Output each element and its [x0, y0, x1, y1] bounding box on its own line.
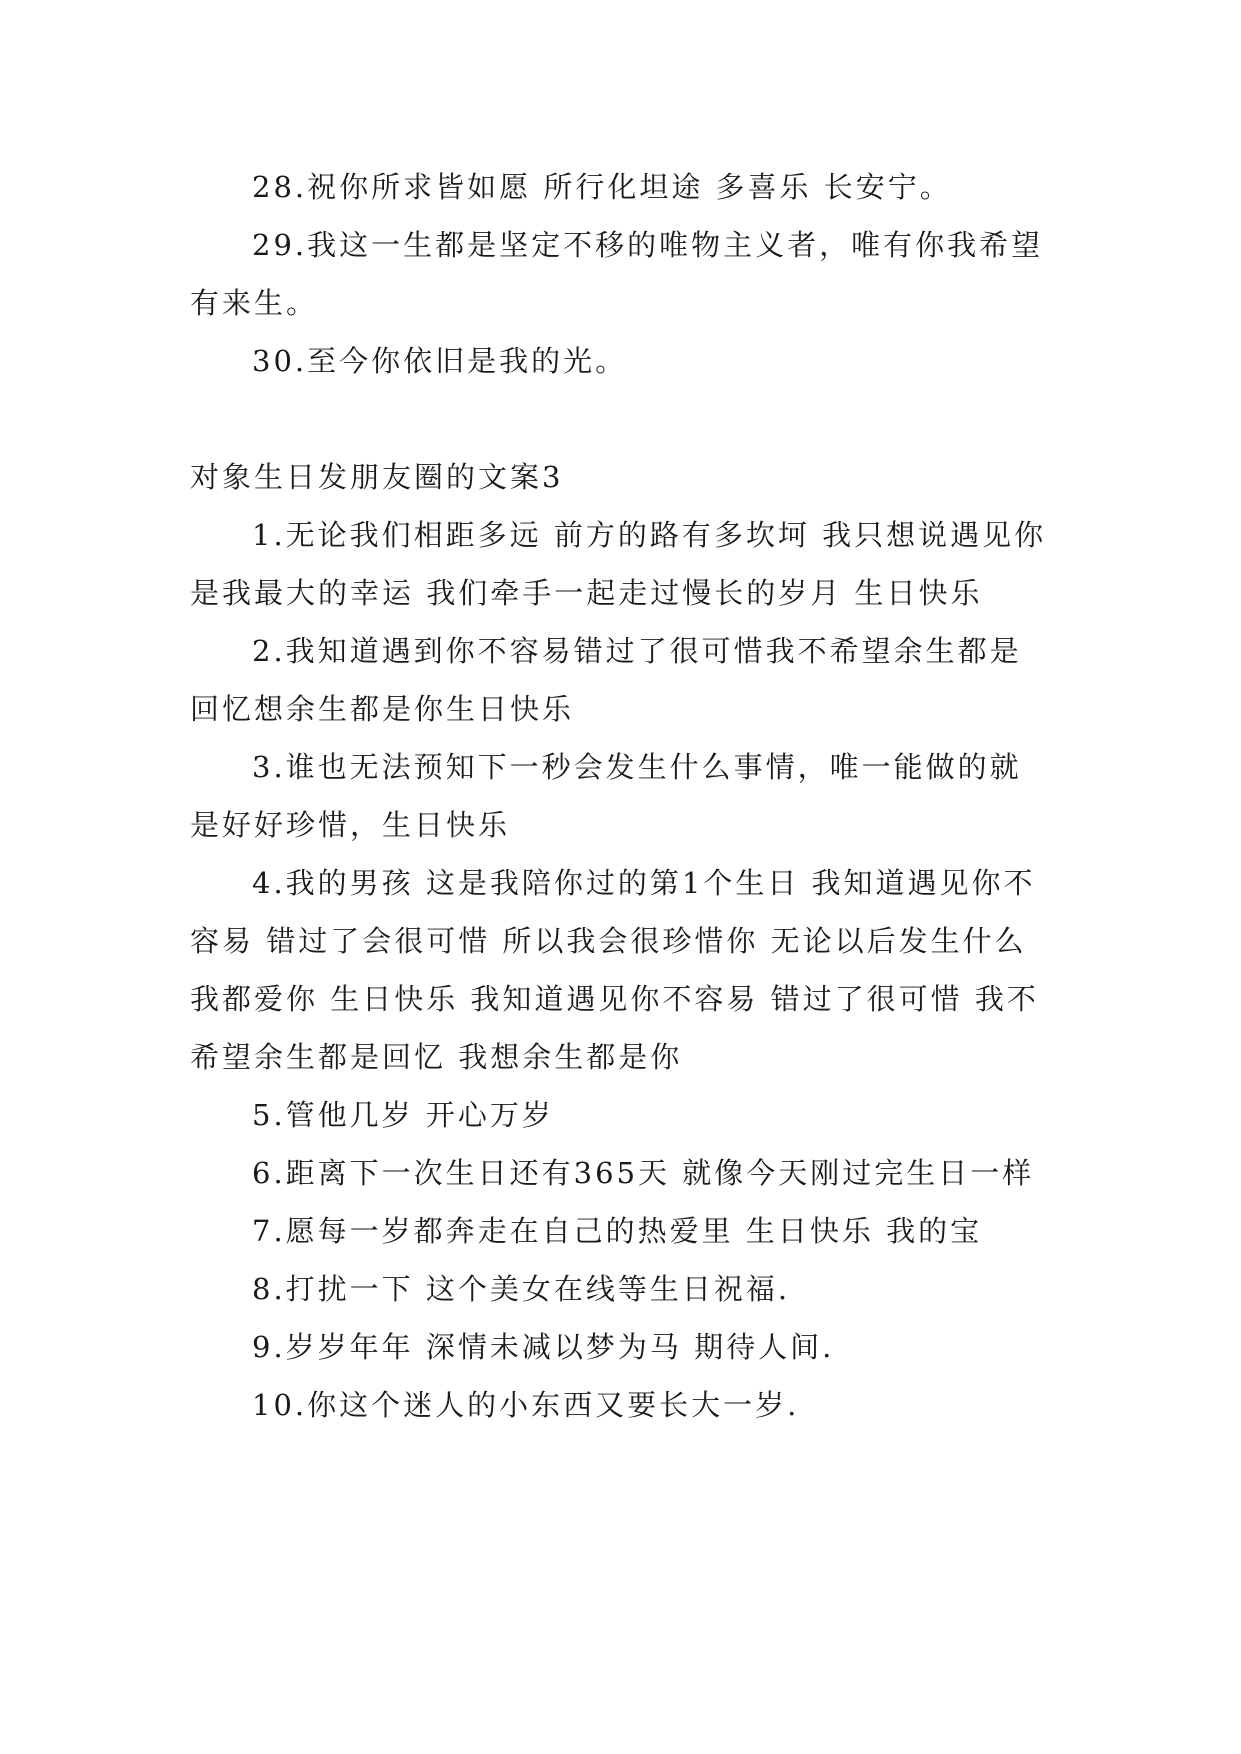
document-body	[190, 158, 1052, 1434]
list-item-2: 2.我知道遇到你不容易错过了很可惜我不希望余生都是回忆想余生都是你生日快乐	[190, 634, 1022, 726]
list-item-29: 29.我这一生都是坚定不移的唯物主义者，唯有你我希望有来生。	[190, 228, 1044, 320]
list-item-6: 6.距离下一次生日还有365天 就像今天刚过完生日一样	[252, 1156, 1035, 1190]
section-gap	[190, 390, 1052, 448]
list-item-1: 1.无论我们相距多远 前方的路有多坎坷 我只想说遇见你 是我最大的幸运 我们牵手一起走过慢长的岁月 生日快乐	[190, 518, 1047, 610]
list-item-4: 4.我的男孩 这是我陪你过的第1个生日 我知道遇见你不容易 错过了会很可惜 所以我会很珍惜你 无论以后发生什么我都爱你 生日快乐 我知道遇见你不容易 错过了很可惜 我不希望余生都是回忆 我想余生都是你	[190, 866, 1039, 1074]
list-item-8: 8.打扰一下 这个美女在线等生日祝福.	[252, 1272, 791, 1306]
section-heading: 对象生日发朋友圈的文案3	[190, 460, 564, 494]
list-item-3: 3.谁也无法预知下一秒会发生什么事情，唯一能做的就是好好珍惜，生日快乐	[190, 750, 1022, 842]
list-item-9: 9.岁岁年年 深情未减以梦为马 期待人间.	[252, 1330, 835, 1364]
list-item-28: 28.祝你所求皆如愿 所行化坦途 多喜乐 长安宁。	[252, 170, 952, 204]
list-item-10: 10.你这个迷人的小东西又要长大一岁.	[252, 1388, 800, 1422]
list-item-30: 30.至今你依旧是我的光。	[252, 344, 628, 378]
list-item-5: 5.管他几岁 开心万岁	[252, 1098, 554, 1132]
list-item-7: 7.愿每一岁都奔走在自己的热爱里 生日快乐 我的宝	[252, 1214, 983, 1248]
